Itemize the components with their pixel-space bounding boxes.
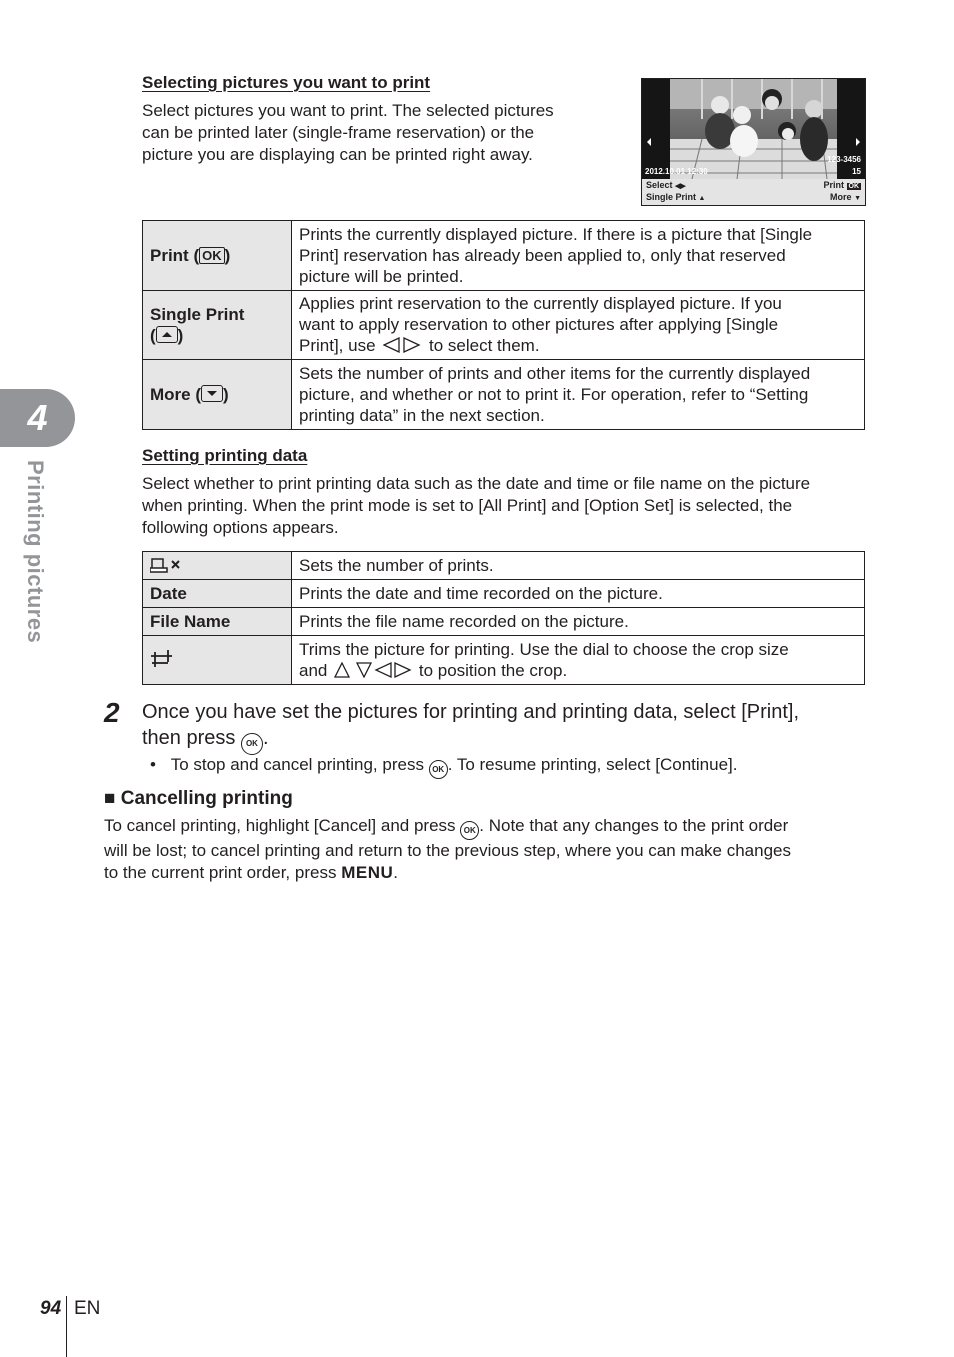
text-line: when printing. When the print mode is set to [All Print] and [Option Set] is selected, the xyxy=(142,496,793,515)
chapter-number: 4 xyxy=(27,397,48,438)
chapter-title: Printing pictures xyxy=(23,460,48,644)
print-data-table xyxy=(142,551,865,685)
bullet: • xyxy=(150,755,156,774)
ok-icon: OK xyxy=(848,183,859,190)
section-paragraph-selecting xyxy=(142,100,554,166)
text-line: following options appears. xyxy=(142,518,339,537)
file-name-key: File Name xyxy=(143,608,292,636)
cancel-heading: ■ Cancelling printing xyxy=(104,788,293,809)
table-row xyxy=(143,291,865,360)
ok-button-icon: OK xyxy=(460,821,479,840)
print-options-table xyxy=(142,220,865,430)
screen-more-label: More xyxy=(830,192,852,202)
table-row xyxy=(143,608,865,636)
section-paragraph-setting xyxy=(142,473,810,539)
text-line: Print], use xyxy=(299,336,376,355)
date-desc: Prints the date and time recorded on the picture. xyxy=(292,580,865,608)
more-key xyxy=(143,360,292,430)
screen-single-print-label: Single Print xyxy=(646,192,697,202)
footer-divider xyxy=(66,1296,67,1357)
section-title-setting: Setting printing data xyxy=(142,446,308,465)
screen-more-item xyxy=(830,192,861,202)
print-key-label: Print ( xyxy=(150,245,200,265)
screen-single-print-item xyxy=(646,192,705,202)
text-line: will be lost; to cancel printing and return to the previous step, where you can make changes xyxy=(104,841,791,860)
more-key-label: More ( xyxy=(150,384,201,404)
print-key xyxy=(143,221,292,291)
bullet-note xyxy=(150,754,737,779)
section-title-selecting: Selecting pictures you want to print xyxy=(142,73,431,92)
text-line: Sets the number of prints and other items for the currently displayed xyxy=(299,363,811,383)
screen-count: 15 xyxy=(852,167,861,176)
screen-select-item xyxy=(646,180,686,190)
screen-menu-bar xyxy=(642,179,865,205)
camera-screen xyxy=(641,78,866,206)
text-line: Applies print reservation to the currently displayed picture. If you xyxy=(299,294,782,313)
ok-button-icon: OK xyxy=(241,733,263,755)
ok-button-icon: OK xyxy=(429,760,448,779)
text-line: Select pictures you want to print. The selected pictures xyxy=(142,101,554,120)
text-line: . xyxy=(393,863,398,882)
crop-icon xyxy=(150,649,174,669)
single-print-desc xyxy=(292,291,865,360)
screen-print-item xyxy=(823,180,861,190)
page-number: 94 xyxy=(40,1298,62,1319)
print-count-desc: Sets the number of prints. xyxy=(292,552,865,580)
table-row xyxy=(143,552,865,580)
step-instruction xyxy=(142,699,799,755)
screen-select-label: Select xyxy=(646,180,673,190)
step-number: 2 xyxy=(104,697,120,728)
text-line: printing data” in the next section. xyxy=(299,405,545,425)
down-button-icon xyxy=(201,385,223,402)
text-line: then press xyxy=(142,727,236,749)
text-line: Print] reservation has already been applied to, only that reserved xyxy=(299,245,786,265)
up-button-icon xyxy=(156,326,178,343)
down-arrow-icon: ▼ xyxy=(854,195,861,202)
screen-file-number: 123-3456 xyxy=(827,155,861,164)
text-line: to position the crop. xyxy=(418,660,568,680)
text-line: can be printed later (single-frame reservation) or the xyxy=(142,123,535,142)
text-line: and xyxy=(299,660,328,680)
paren: ) xyxy=(177,325,184,345)
text-line: . To resume printing, select [Continue]. xyxy=(447,755,738,774)
single-print-key-label: Single Print xyxy=(150,304,245,324)
text-line: picture you are displaying can be printed right away. xyxy=(142,145,533,164)
text-line: picture, and whether or not to print it. For operation, refer to “Setting xyxy=(299,384,809,404)
file-name-desc: Prints the file name recorded on the picture. xyxy=(292,608,865,636)
screen-print-label: Print xyxy=(823,180,844,190)
ok-button-icon: OK xyxy=(199,247,225,264)
table-row xyxy=(143,636,865,685)
language-label: EN xyxy=(74,1298,101,1319)
print-count-key xyxy=(143,552,292,580)
table-row xyxy=(143,360,865,430)
left-right-arrows-icon xyxy=(383,337,421,353)
text-line: Once you have set the pictures for printing and printing data, select [Print], xyxy=(142,701,800,723)
print-desc xyxy=(292,221,865,291)
four-way-arrows-icon xyxy=(334,662,412,678)
text-line: to select them. xyxy=(429,336,540,355)
text-line: Trims the picture for printing. Use the dial to choose the crop size xyxy=(299,639,789,659)
text-line: picture will be printed. xyxy=(299,266,464,286)
cancel-paragraph xyxy=(104,815,791,884)
menu-button-label: MENU xyxy=(341,863,394,882)
up-arrow-icon: ▲ xyxy=(698,195,706,202)
more-desc xyxy=(292,360,865,430)
text-line: . Note that any changes to the print order xyxy=(479,816,789,835)
crop-desc xyxy=(292,636,865,685)
text-line: Prints the currently displayed picture. If there is a picture that [Single xyxy=(299,224,813,244)
text-line: Select whether to print printing data such as the date and time or file name on the picture xyxy=(142,474,811,493)
left-right-icon: ◀▶ xyxy=(675,183,686,190)
print-count-icon xyxy=(150,556,184,574)
single-print-key xyxy=(143,291,292,360)
text-line: to the current print order, press xyxy=(104,863,337,882)
paren: ) xyxy=(223,384,229,404)
table-row xyxy=(143,580,865,608)
paren: ( xyxy=(150,325,156,345)
text-line: want to apply reservation to other pictures after applying [Single xyxy=(299,315,779,334)
date-key: Date xyxy=(143,580,292,608)
table-row xyxy=(143,221,865,291)
text-line: To stop and cancel printing, press xyxy=(170,755,424,774)
crop-key xyxy=(143,636,292,685)
print-key-paren: ) xyxy=(224,245,231,265)
screen-datetime: 2012.10.01 12:30 xyxy=(645,167,708,176)
text-line: To cancel printing, highlight [Cancel] and press xyxy=(104,816,456,835)
text-line: . xyxy=(262,727,269,749)
